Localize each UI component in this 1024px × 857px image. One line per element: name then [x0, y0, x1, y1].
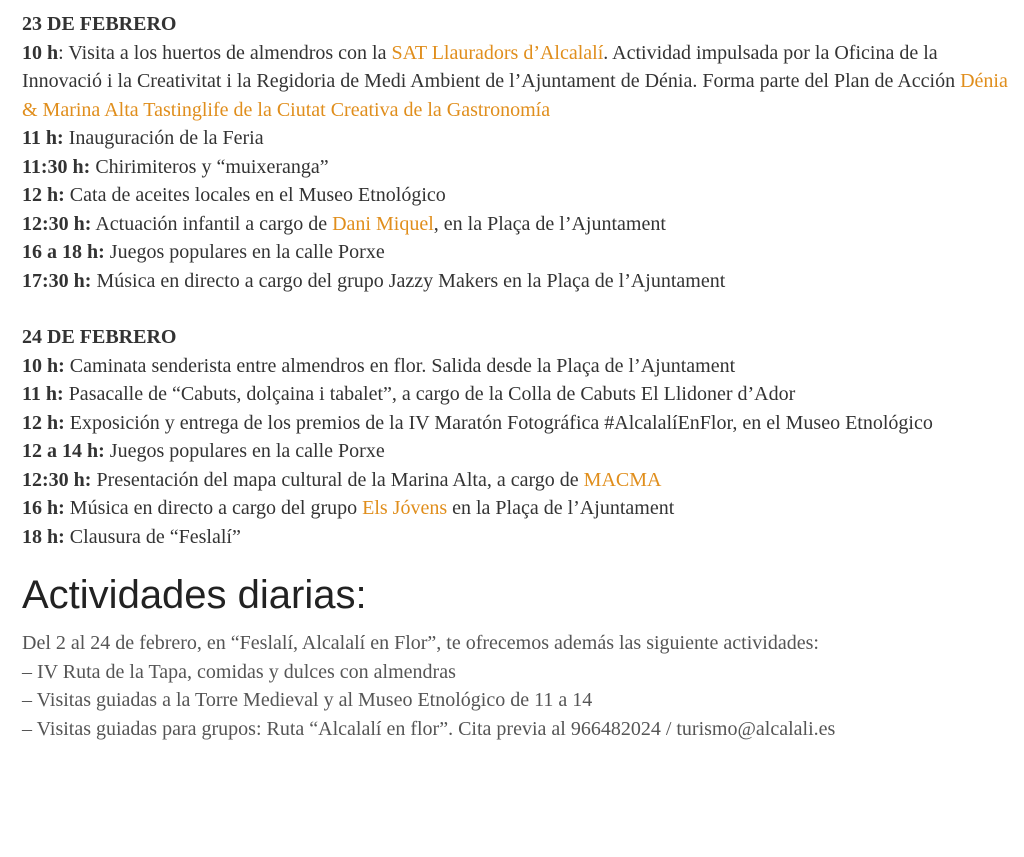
- event-time: 11 h:: [22, 383, 64, 405]
- event-time: 18 h:: [22, 525, 65, 548]
- section-title: Actividades diarias:: [22, 573, 367, 617]
- event-text: Cata de aceites locales en el Museo Etnológico: [64, 184, 446, 206]
- event-time: 17:30 h:: [22, 269, 92, 292]
- daily-intro: Del 2 al 24 de febrero, en “Feslalí, Alcalalí en Flor”, te ofrecemos además las siguiente actividades:: [22, 632, 819, 654]
- event-text: Inauguración de la Feria: [63, 127, 264, 149]
- event-time: 16 a 18 h:: [22, 241, 105, 263]
- event-time: 12 a 14 h:: [22, 440, 105, 462]
- event-time: 10 h:: [22, 354, 65, 377]
- day-section-24-febrero: [22, 323, 1012, 551]
- event-text: , en la Plaça de l’Ajuntament: [433, 212, 666, 235]
- event-time: 10 h: [22, 41, 59, 64]
- event-item: [22, 238, 1012, 267]
- event-text: Clausura de “Feslalí”: [64, 525, 241, 548]
- daily-item: – IV Ruta de la Tapa, comidas y dulces con almendras: [22, 660, 456, 683]
- sat-llauradors-link[interactable]: SAT Llauradors d’Alcalalí: [391, 41, 604, 64]
- event-time: 16 h:: [22, 497, 65, 519]
- event-text: : Visita a los huertos de almendros con la: [58, 41, 392, 64]
- event-item: [22, 437, 1012, 466]
- section-spacer: [22, 295, 1012, 323]
- event-text: . Actividad impulsada por la Oficina de la Innovació i la Creativitat i la Regidoria de Medi Ambient de l’Ajuntament de Dénia. Forma parte del Plan de Acción: [22, 41, 961, 92]
- event-item: [22, 494, 1012, 523]
- event-text: Pasacalle de “Cabuts, dolçaina i tabalet”, a cargo de la Colla de Cabuts El Llidoner d’Ador: [63, 383, 796, 405]
- event-text: en la Plaça de l’Ajuntament: [447, 497, 675, 519]
- tastinglife-link[interactable]: Dénia & Marina Alta Tastinglife de la Ciutat Creativa de la Gastronomía: [22, 70, 1008, 121]
- event-text: Juegos populares en la calle Porxe: [104, 440, 385, 462]
- event-text: Actuación infantil a cargo de: [91, 212, 333, 235]
- event-time: 11 h:: [22, 127, 64, 149]
- els-jovens-link[interactable]: Els Jóvens: [362, 497, 448, 519]
- day-heading: 24 DE FEBRERO: [22, 326, 177, 348]
- event-text: Música en directo a cargo del grupo: [64, 497, 363, 519]
- event-time: 12:30 h:: [22, 212, 92, 235]
- event-item: [22, 124, 1012, 153]
- event-item: [22, 352, 1012, 381]
- event-time: 12:30 h:: [22, 468, 92, 491]
- event-text: Música en directo a cargo del grupo Jazzy Makers en la Plaça de l’Ajuntament: [91, 269, 726, 292]
- event-item: [22, 153, 1012, 182]
- event-text: Exposición y entrega de los premios de la IV Maratón Fotográfica #AlcalalíEnFlor, en el Museo Etnológico: [64, 411, 933, 434]
- event-item: [22, 39, 1012, 125]
- event-item: [22, 466, 1012, 495]
- day-section-23-febrero: [22, 10, 1012, 295]
- event-text: Juegos populares en la calle Porxe: [104, 241, 385, 263]
- daily-item: – Visitas guiadas a la Torre Medieval y al Museo Etnológico de 11 a 14: [22, 689, 593, 711]
- event-time: 11:30 h:: [22, 155, 91, 178]
- event-item: [22, 267, 1012, 296]
- event-item: [22, 210, 1012, 239]
- article-body: [22, 10, 1012, 743]
- event-time: 12 h:: [22, 411, 65, 434]
- event-text: Presentación del mapa cultural de la Marina Alta, a cargo de: [91, 468, 584, 491]
- daily-activities-section: [22, 571, 1012, 743]
- event-item: [22, 380, 1012, 409]
- event-item: [22, 181, 1012, 210]
- event-time: 12 h:: [22, 184, 65, 206]
- macma-link[interactable]: MACMA: [583, 468, 662, 491]
- dani-miquel-link[interactable]: Dani Miquel: [332, 212, 434, 235]
- daily-item: – Visitas guiadas para grupos: Ruta “Alcalalí en flor”. Cita previa al 966482024 / turismo@alcalali.es: [22, 717, 836, 740]
- event-item: [22, 523, 1012, 552]
- event-text: Chirimiteros y “muixeranga”: [90, 155, 329, 178]
- day-heading: 23 DE FEBRERO: [22, 13, 177, 35]
- event-text: Caminata senderista entre almendros en flor. Salida desde la Plaça de l’Ajuntament: [64, 354, 736, 377]
- event-item: [22, 409, 1012, 438]
